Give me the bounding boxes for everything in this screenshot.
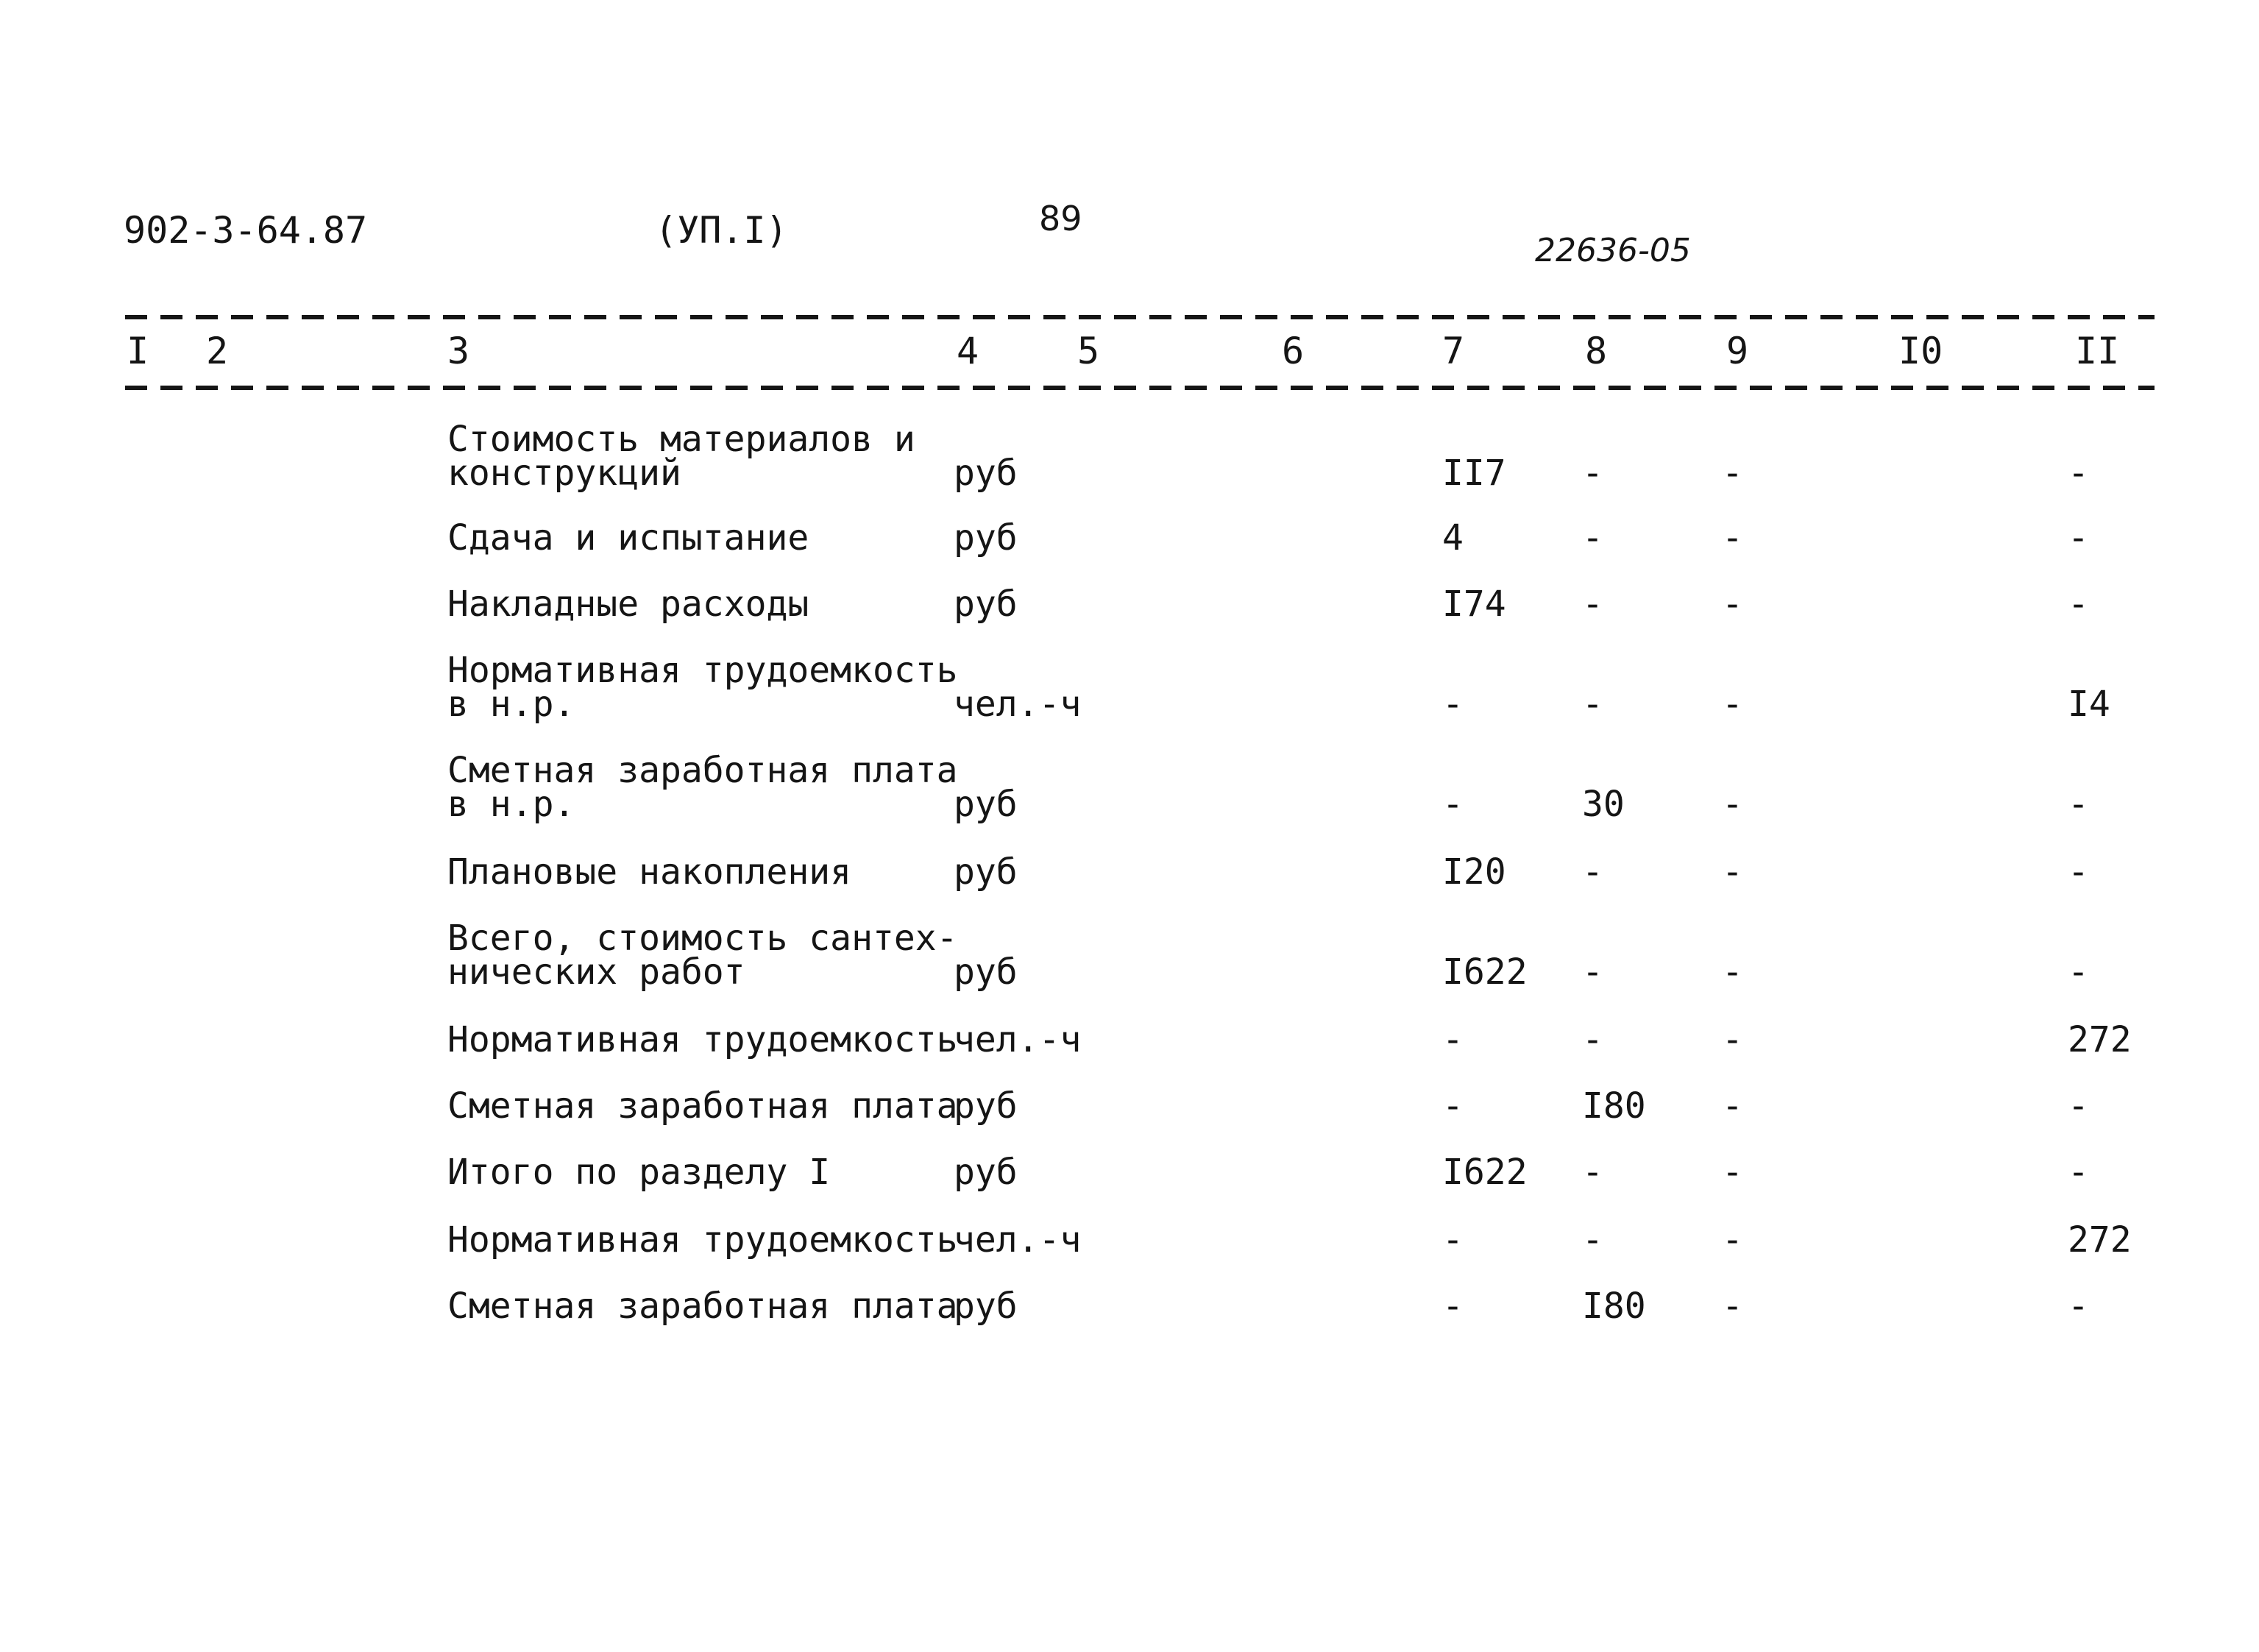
row-value-col8: - bbox=[1582, 851, 1603, 893]
table-row bbox=[0, 1083, 2259, 1133]
row-value-col7: - bbox=[1442, 1286, 1464, 1327]
row-value-col9: - bbox=[1722, 784, 1743, 825]
col-number-3: 3 bbox=[447, 330, 470, 372]
row-unit: руб bbox=[954, 517, 1018, 559]
col-number-1: I bbox=[127, 330, 149, 372]
row-value-col7: I74 bbox=[1442, 584, 1506, 625]
row-value-col11: - bbox=[2068, 951, 2089, 993]
row-value-col9: - bbox=[1722, 1286, 1743, 1327]
row-value-col9: - bbox=[1722, 1085, 1743, 1127]
row-value-col8: I80 bbox=[1582, 1286, 1646, 1327]
row-description: Сдача и испытание bbox=[447, 517, 809, 559]
row-value-col11: - bbox=[2068, 851, 2089, 893]
table-row bbox=[0, 1149, 2259, 1199]
col-number-10: I0 bbox=[1898, 330, 1943, 372]
row-value-col9: - bbox=[1722, 1152, 1743, 1193]
row-value-col9: - bbox=[1722, 517, 1743, 559]
row-value-col7: - bbox=[1442, 1019, 1464, 1060]
row-value-col8: - bbox=[1582, 584, 1603, 625]
col-number-7: 7 bbox=[1442, 330, 1465, 372]
row-value-col11: 272 bbox=[2068, 1219, 2132, 1261]
row-value-col9: - bbox=[1722, 851, 1743, 893]
row-value-col7: I622 bbox=[1442, 1152, 1528, 1193]
row-value-col8: - bbox=[1582, 1152, 1603, 1193]
row-description: Накладные расходы bbox=[447, 584, 809, 625]
row-description: Нормативная трудоемкость bbox=[447, 1019, 958, 1060]
row-value-col8: - bbox=[1582, 517, 1603, 559]
row-description: Итого по разделу I bbox=[447, 1152, 831, 1193]
row-value-col7: I622 bbox=[1442, 951, 1528, 993]
row-value-col8: - bbox=[1582, 1019, 1603, 1060]
row-value-col8: - bbox=[1582, 684, 1603, 725]
row-value-col11: - bbox=[2068, 453, 2089, 494]
row-value-col9: - bbox=[1722, 684, 1743, 725]
col-number-6: 6 bbox=[1282, 330, 1305, 372]
row-value-col7: - bbox=[1442, 684, 1464, 725]
table-row bbox=[0, 1283, 2259, 1333]
row-value-col8: - bbox=[1582, 951, 1603, 993]
row-description: Стоимость материалов и конструкций bbox=[447, 419, 915, 494]
row-value-col9: - bbox=[1722, 1019, 1743, 1060]
page-number: 89 bbox=[1039, 199, 1082, 238]
col-number-9: 9 bbox=[1726, 330, 1749, 372]
row-value-col8: 30 bbox=[1582, 784, 1625, 825]
row-value-col11: - bbox=[2068, 1085, 2089, 1127]
row-value-col9: - bbox=[1722, 1219, 1743, 1261]
row-description: Сметная заработная плата bbox=[447, 1085, 958, 1127]
row-unit: руб bbox=[954, 951, 1018, 993]
col-number-5: 5 bbox=[1077, 330, 1100, 372]
row-value-col9: - bbox=[1722, 453, 1743, 494]
table-row bbox=[0, 918, 2259, 999]
row-unit: руб bbox=[954, 784, 1018, 825]
row-unit: руб bbox=[954, 1085, 1018, 1127]
col-number-11: II bbox=[2075, 330, 2120, 372]
row-value-col11: - bbox=[2068, 1286, 2089, 1327]
header-dashed-rule bbox=[125, 386, 2155, 390]
top-dashed-rule bbox=[125, 315, 2155, 319]
row-unit: чел.-ч bbox=[954, 1219, 1082, 1261]
row-value-col8: - bbox=[1582, 453, 1603, 494]
table-row bbox=[0, 419, 2259, 500]
row-value-col7: I20 bbox=[1442, 851, 1506, 893]
table-row bbox=[0, 515, 2259, 565]
col-number-8: 8 bbox=[1585, 330, 1608, 372]
row-value-col7: II7 bbox=[1442, 453, 1506, 494]
row-value-col11: - bbox=[2068, 517, 2089, 559]
col-number-2: 2 bbox=[206, 330, 229, 372]
section-label: (УП.I) bbox=[655, 209, 788, 252]
row-unit: руб bbox=[954, 1152, 1018, 1193]
row-unit: руб bbox=[954, 1286, 1018, 1327]
row-value-col8: - bbox=[1582, 1219, 1603, 1261]
archive-number: 22636-05 bbox=[1535, 232, 1691, 269]
row-value-col9: - bbox=[1722, 584, 1743, 625]
row-description: Сметная заработная плата в н.р. bbox=[447, 750, 958, 825]
row-value-col11: - bbox=[2068, 1152, 2089, 1193]
row-value-col7: - bbox=[1442, 1085, 1464, 1127]
table-row bbox=[0, 1217, 2259, 1267]
row-value-col7: 4 bbox=[1442, 517, 1464, 559]
row-unit: руб bbox=[954, 584, 1018, 625]
row-value-col9: - bbox=[1722, 951, 1743, 993]
row-description: Плановые накопления bbox=[447, 851, 852, 893]
row-description: Нормативная трудоемкость bbox=[447, 1219, 958, 1261]
row-value-col7: - bbox=[1442, 784, 1464, 825]
row-value-col8: I80 bbox=[1582, 1085, 1646, 1127]
row-unit: чел.-ч bbox=[954, 1019, 1082, 1060]
table-row bbox=[0, 650, 2259, 731]
table-row bbox=[0, 849, 2259, 899]
row-unit: чел.-ч bbox=[954, 684, 1082, 725]
document-code: 902-3-64.87 bbox=[124, 209, 368, 252]
table-row bbox=[0, 1017, 2259, 1067]
row-value-col7: - bbox=[1442, 1219, 1464, 1261]
row-unit: руб bbox=[954, 453, 1018, 494]
row-description: Всего, стоимость сантех- нических работ bbox=[447, 918, 958, 993]
row-unit: руб bbox=[954, 851, 1018, 893]
row-value-col11: - bbox=[2068, 584, 2089, 625]
row-description: Нормативная трудоемкость в н.р. bbox=[447, 650, 958, 725]
row-value-col11: 272 bbox=[2068, 1019, 2132, 1060]
col-number-4: 4 bbox=[957, 330, 979, 372]
row-description: Сметная заработная плата bbox=[447, 1286, 958, 1327]
table-row bbox=[0, 581, 2259, 631]
table-row bbox=[0, 751, 2259, 832]
row-value-col11: - bbox=[2068, 784, 2089, 825]
row-value-col11: I4 bbox=[2068, 684, 2110, 725]
